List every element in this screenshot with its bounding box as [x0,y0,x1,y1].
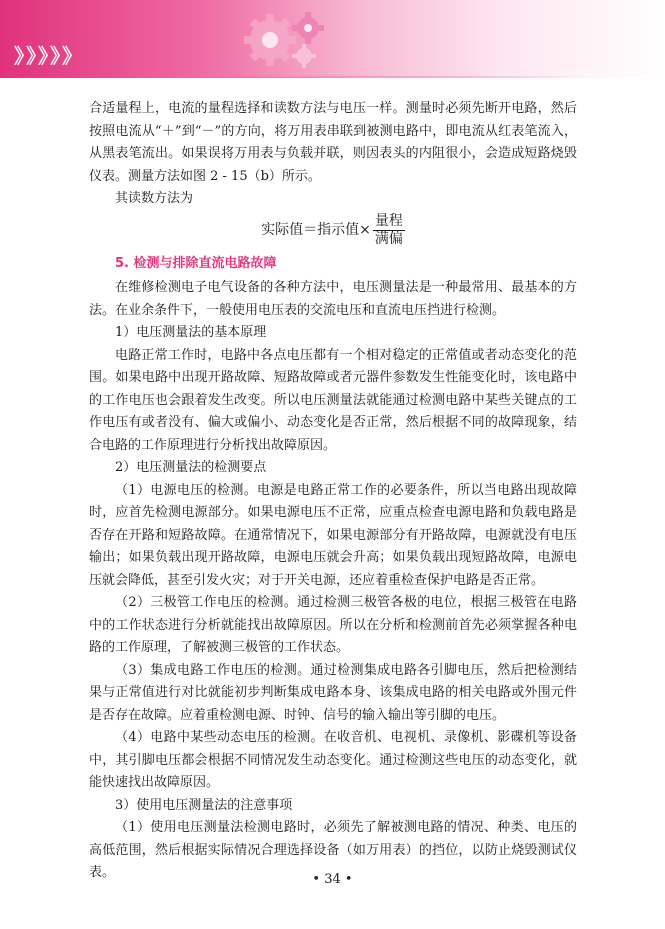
body-paragraph: （1）使用电压测量法检测电路时，必须先了解被测电路的情况、种类、电压的高低范围，然后根据实际情况合理选择设备（如万用表）的挡位，以防止烧毁测试仪表。 [89,820,577,880]
body-paragraph: 电路正常工作时，电路中各点电压都有一个相对稳定的正常值或者动态变化的范围。如果电路中出现开路故障、短路故障或者元器件参数发生性能变化时，该电路中的工作电压也会跟着发生改变。所以电压测量法就能通过检测电路中某些关键点的工作电压有或者没有、偏大或偏小、动态变化是否正常，然后根据不同的故障现象，结合电路的工作原理进行分析找出故障原因。 [89,347,577,453]
body-paragraph: 合适量程上，电流的量程选择和读数方法与电压一样。测量时必须先断开电路，然后按照电流从“＋”到“－”的方向，将万用表串联到被测电路中，即电流从红表笔流入，从黑表笔流出。如果误将万用表与负载并联，则因表头的内阻很小，会造成短路烧毁仪表。测量方法如图 2 - 15（b）所示。 [89,101,577,184]
body-paragraph: （3）集成电路工作电压的检测。通过检测集成电路各引脚电压，然后把检测结果与正常值进行对比就能初步判断集成电路本身、该集成电路的相关电路或外围元件是否存在故障。应着重检测电源、时钟、信号的输入输出等引脚的电压。 [89,662,577,723]
body-paragraph: 在维修检测电子电气设备的各种方法中，电压测量法是一种最常用、最基本的方法。在业余条件下，一般使用电压表的交流电压和直流电压挡进行检测。 [89,280,577,318]
subsection-heading: 2）电压测量法的检测要点 [115,460,267,475]
gear-cluster-icon [222,6,332,72]
body-paragraph: （4）电路中某些动态电压的检测。在收音机、电视机、录像机、影碟机等设备中，其引脚电压都会根据不同情况发生动态变化。通过检测这些电压的动态变化，就能快速找出故障原因。 [89,730,577,790]
page-number: • 34 • [312,872,353,887]
formula-lhs: 实际值＝指示值× [261,222,371,239]
reading-formula [89,211,577,251]
page-header-band [0,0,665,78]
header-chevrons: 》》》》》 [14,44,84,68]
section-heading: 5. 检测与排除直流电路故障 [115,255,277,271]
formula-denominator: 满偏 [374,231,403,247]
body-paragraph: （2）三极管工作电压的检测。通过检测三极管各极的电位，根据三极管在电路中的工作状态进行分析就能找出故障原因。所以在分析和检测前首先必须掌握各种电路的工作原理，了解被测三极管的工作状态。 [89,595,577,655]
header-underline [0,76,580,78]
subsection-heading: 3）使用电压测量法的注意事项 [115,797,293,813]
body-paragraph: （1）电源电压的检测。电源是电路正常工作的必要条件，所以当电路出现故障时，应首先检测电源部分。如果电源电压不正常，应重点检查电源电路和负载电路是否存在开路和短路故障。在通常情况下，如果电源部分有开路故障，电源就没有电压输出；如果负载出现开路故障，电源电压就会升高；如果负载出现短路故障，电源电压就会降低，甚至引发火灾；对于开关电源，还应着重检查保护电路是否正常。 [89,482,577,588]
page-body [89,98,577,885]
formula-numerator: 量程 [374,213,403,229]
body-paragraph: 其读数方法为 [115,191,194,206]
subsection-heading: 1）电压测量法的基本原理 [115,325,267,340]
formula-fraction [373,213,405,248]
